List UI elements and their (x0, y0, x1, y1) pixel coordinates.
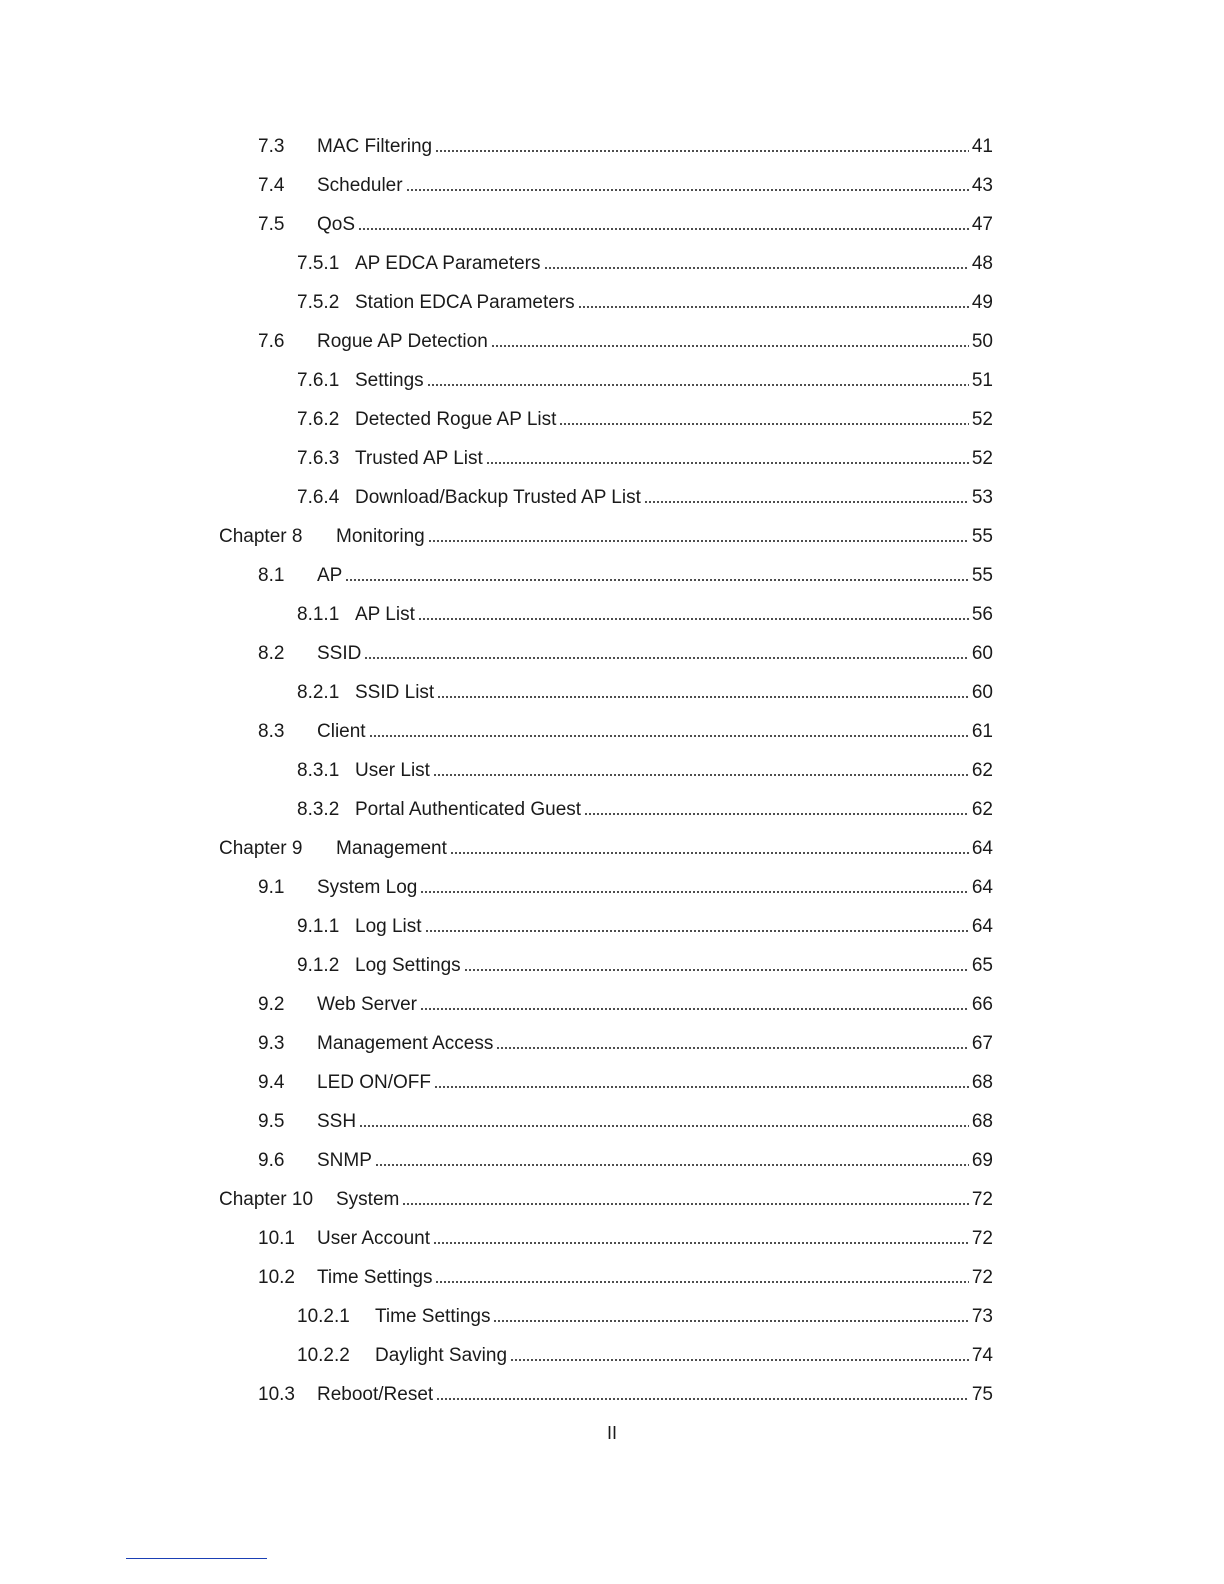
toc-entry-page: 43 (971, 175, 993, 196)
toc-entry[interactable] (258, 717, 993, 743)
toc-dot-leader (450, 851, 969, 855)
toc-entry-page: 72 (971, 1189, 993, 1210)
toc-entry[interactable] (219, 522, 993, 548)
toc-dot-leader (584, 812, 969, 816)
toc-entry-title: Daylight Saving (375, 1345, 508, 1366)
toc-entry-title: Reboot/Reset (317, 1384, 434, 1405)
toc-entry-number: 8.3 (258, 721, 285, 742)
toc-entry-page: 62 (971, 760, 993, 781)
toc-entry-page: 51 (971, 370, 993, 391)
toc-entry-number: 10.1 (258, 1228, 295, 1249)
toc-entry[interactable] (258, 1029, 993, 1055)
toc-entry[interactable] (258, 210, 993, 236)
toc-entry-page: 52 (971, 448, 993, 469)
toc-entry-number: 10.2.2 (297, 1345, 350, 1366)
toc-entry-title: User Account (317, 1228, 430, 1249)
toc-entry-page: 49 (971, 292, 993, 313)
toc-dot-leader (435, 1280, 968, 1284)
toc-entry-title: AP (317, 565, 343, 586)
toc-dot-leader (578, 305, 969, 309)
toc-entry-title: Management (336, 838, 447, 859)
toc-entry-number: Chapter 10 (219, 1189, 314, 1210)
toc-entry-number: 8.2 (258, 643, 285, 664)
toc-dot-leader (428, 539, 969, 543)
toc-entry-number: 9.3 (258, 1033, 285, 1054)
toc-entry-number: 8.1.1 (297, 604, 340, 625)
toc-entry-page: 48 (971, 253, 993, 274)
toc-entry-number: 7.6.2 (297, 409, 340, 430)
toc-entry[interactable] (219, 1185, 993, 1211)
toc-entry-number: 8.3.1 (297, 760, 340, 781)
toc-entry-number: 7.4 (258, 175, 285, 196)
toc-dot-leader (434, 1085, 969, 1089)
toc-dot-leader (433, 1241, 969, 1245)
toc-entry[interactable] (258, 990, 993, 1016)
toc-entry-title: Trusted AP List (355, 448, 483, 469)
toc-entry[interactable] (297, 288, 993, 314)
toc-entry-title: SSH (317, 1111, 357, 1132)
toc-entry-title: System (336, 1189, 400, 1210)
toc-entry-title: Download/Backup Trusted AP List (355, 487, 641, 508)
toc-entry[interactable] (258, 1146, 993, 1172)
toc-entry[interactable] (219, 834, 993, 860)
toc-entry[interactable] (297, 444, 993, 470)
toc-entry-number: 7.5.1 (297, 253, 340, 274)
toc-entry-page: 74 (971, 1345, 993, 1366)
toc-entry-number: Chapter 9 (219, 838, 303, 859)
toc-entry-title: Client (317, 721, 366, 742)
toc-entry-page: 75 (971, 1384, 993, 1405)
toc-entry-title: Web Server (317, 994, 417, 1015)
toc-dot-leader (544, 266, 969, 270)
toc-entry[interactable] (258, 1068, 993, 1094)
toc-entry[interactable] (258, 327, 993, 353)
toc-entry-page: 72 (971, 1228, 993, 1249)
toc-entry-page: 68 (971, 1111, 993, 1132)
toc-entry-title: Log List (355, 916, 422, 937)
toc-entry[interactable] (258, 639, 993, 665)
toc-entry-title: Log Settings (355, 955, 461, 976)
toc-dot-leader (425, 929, 969, 933)
toc-entry-title: AP List (355, 604, 415, 625)
toc-entry-number: 9.1 (258, 877, 285, 898)
toc-entry-number: 7.6 (258, 331, 285, 352)
toc-dot-leader (364, 656, 969, 660)
toc-dot-leader (418, 617, 969, 621)
toc-entry-number: 7.6.1 (297, 370, 340, 391)
toc-dot-leader (433, 773, 969, 777)
toc-entry-title: Settings (355, 370, 424, 391)
toc-entry-page: 66 (971, 994, 993, 1015)
page-number: II (606, 1423, 617, 1443)
toc-entry[interactable] (258, 1224, 993, 1250)
toc-entry-title: QoS (317, 214, 356, 235)
toc-entry-number: 7.6.4 (297, 487, 340, 508)
toc-entry[interactable] (258, 561, 993, 587)
toc-entry[interactable] (297, 912, 993, 938)
toc-entry-title: System Log (317, 877, 418, 898)
toc-entry-number: 10.2.1 (297, 1306, 350, 1327)
toc-dot-leader (420, 1007, 969, 1011)
toc-dot-leader (496, 1046, 968, 1050)
toc-entry[interactable] (297, 1341, 993, 1367)
toc-entry[interactable] (258, 1263, 993, 1289)
toc-entry-page: 64 (971, 838, 993, 859)
toc-entry-title: SSID (317, 643, 362, 664)
toc-entry-number: 8.1 (258, 565, 285, 586)
toc-dot-leader (486, 461, 969, 465)
toc-dot-leader (375, 1163, 969, 1167)
toc-entry[interactable] (297, 678, 993, 704)
toc-entry-number: 7.5.2 (297, 292, 340, 313)
toc-entry-title: Time Settings (375, 1306, 491, 1327)
toc-dot-leader (406, 188, 969, 192)
toc-dot-leader (437, 695, 969, 699)
toc-entry-number: Chapter 8 (219, 526, 303, 547)
toc-entry[interactable] (297, 483, 993, 509)
toc-entry-title: Portal Authenticated Guest (355, 799, 582, 820)
toc-entry-title: Monitoring (336, 526, 425, 547)
toc-entry-number: 9.1.1 (297, 916, 340, 937)
toc-entry[interactable] (297, 951, 993, 977)
toc-dot-leader (427, 383, 969, 387)
toc-entry-page: 69 (971, 1150, 993, 1171)
toc-entry-page: 64 (971, 877, 993, 898)
toc-entry-title: Management Access (317, 1033, 494, 1054)
toc-entry-page: 73 (971, 1306, 993, 1327)
toc-dot-leader (493, 1319, 968, 1323)
toc-entry-title: Rogue AP Detection (317, 331, 488, 352)
toc-entry-page: 52 (971, 409, 993, 430)
toc-entry[interactable] (297, 795, 993, 821)
toc-entry-number: 9.1.2 (297, 955, 340, 976)
toc-entry-title: SNMP (317, 1150, 372, 1171)
toc-entry-title: Time Settings (317, 1267, 433, 1288)
footnote-divider (126, 1558, 267, 1559)
toc-entry[interactable] (258, 171, 993, 197)
toc-entry[interactable] (258, 873, 993, 899)
toc-entry-title: AP EDCA Parameters (355, 253, 541, 274)
toc-entry-page: 61 (971, 721, 993, 742)
toc-entry-page: 53 (971, 487, 993, 508)
toc-entry[interactable] (297, 366, 993, 392)
toc-dot-leader (420, 890, 969, 894)
toc-entry-number: 9.2 (258, 994, 285, 1015)
toc-entry-page: 62 (971, 799, 993, 820)
toc-entry-number: 10.3 (258, 1384, 295, 1405)
toc-entry-page: 65 (971, 955, 993, 976)
toc-dot-leader (435, 149, 969, 153)
toc-entry-page: 67 (971, 1033, 993, 1054)
toc-entry-number: 10.2 (258, 1267, 295, 1288)
toc-dot-leader (464, 968, 969, 972)
toc-entry-page: 55 (971, 526, 993, 547)
toc-dot-leader (359, 1124, 969, 1128)
toc-dot-leader (369, 734, 969, 738)
toc-dot-leader (510, 1358, 969, 1362)
toc-entry-page: 68 (971, 1072, 993, 1093)
toc-entry[interactable] (297, 405, 993, 431)
toc-dot-leader (358, 227, 969, 231)
toc-entry-page: 60 (971, 643, 993, 664)
toc-dot-leader (345, 578, 969, 582)
toc-entry[interactable] (297, 600, 993, 626)
toc-entry-title: Station EDCA Parameters (355, 292, 575, 313)
toc-entry-page: 55 (971, 565, 993, 586)
toc-entry-page: 72 (971, 1267, 993, 1288)
toc-entry-page: 50 (971, 331, 993, 352)
toc-entry-number: 7.6.3 (297, 448, 340, 469)
toc-entry-page: 41 (971, 136, 993, 157)
toc-dot-leader (559, 422, 968, 426)
toc-dot-leader (644, 500, 969, 504)
toc-entry-page: 47 (971, 214, 993, 235)
toc-entry-number: 8.3.2 (297, 799, 340, 820)
toc-entry[interactable] (297, 249, 993, 275)
toc-entry-number: 9.5 (258, 1111, 285, 1132)
toc-entry-page: 56 (971, 604, 993, 625)
toc-dot-leader (436, 1397, 969, 1401)
toc-entry-title: User List (355, 760, 430, 781)
toc-entry-number: 8.2.1 (297, 682, 340, 703)
toc-entry[interactable] (258, 1107, 993, 1133)
toc-entry-title: Scheduler (317, 175, 403, 196)
toc-dot-leader (491, 344, 969, 348)
toc-entry[interactable] (297, 1302, 993, 1328)
toc-entry[interactable] (258, 132, 993, 158)
toc-entry-title: LED ON/OFF (317, 1072, 432, 1093)
toc-entry-title: Detected Rogue AP List (355, 409, 557, 430)
toc-entry-number: 7.3 (258, 136, 285, 157)
toc-entry-title: SSID List (355, 682, 435, 703)
toc-entry-number: 7.5 (258, 214, 285, 235)
toc-entry-number: 9.6 (258, 1150, 285, 1171)
toc-entry-page: 60 (971, 682, 993, 703)
toc-entry-number: 9.4 (258, 1072, 285, 1093)
toc-dot-leader (402, 1202, 969, 1206)
toc-entry-page: 64 (971, 916, 993, 937)
toc-entry-title: MAC Filtering (317, 136, 433, 157)
toc-entry[interactable] (258, 1380, 993, 1406)
toc-entry[interactable] (297, 756, 993, 782)
